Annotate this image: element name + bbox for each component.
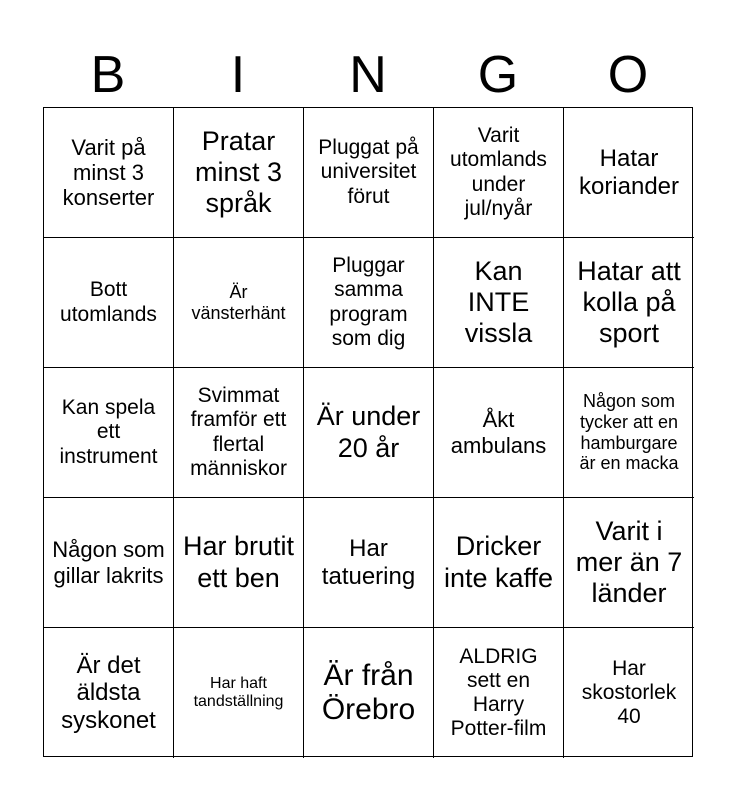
bingo-cell[interactable] <box>434 238 564 368</box>
bingo-cell[interactable] <box>304 238 434 368</box>
bingo-cell[interactable] <box>564 238 694 368</box>
bingo-cell[interactable] <box>44 628 174 758</box>
bingo-cell-text: Har haft tandställning <box>193 674 284 710</box>
header-letter-n: N <box>349 46 387 104</box>
bingo-cell-text: Bott utomlands <box>60 278 157 326</box>
bingo-cell-text: Har skostorlek 40 <box>581 656 677 729</box>
bingo-cell-text: Har tatuering <box>321 534 416 590</box>
bingo-cell[interactable] <box>434 368 564 498</box>
bingo-cell-text: Åkt ambulans <box>450 407 547 458</box>
bingo-cell[interactable] <box>564 498 694 628</box>
bingo-cell-text: Kan spela ett instrument <box>59 396 158 468</box>
bingo-board <box>43 107 693 757</box>
bingo-cell-text: Har brutit ett ben <box>182 531 295 593</box>
bingo-cell[interactable] <box>44 498 174 628</box>
bingo-cell-text: Pluggat på universitet förut <box>318 136 419 208</box>
bingo-cell-text: Dricker inte kaffe <box>443 531 554 593</box>
bingo-cell-text: Hatar koriander <box>578 144 680 200</box>
bingo-cell[interactable] <box>564 368 694 498</box>
bingo-cell[interactable] <box>174 238 304 368</box>
bingo-cell-text: ALDRIG sett en Harry Potter-film <box>450 644 547 741</box>
bingo-cell[interactable] <box>564 628 694 758</box>
bingo-cell[interactable] <box>44 108 174 238</box>
bingo-cell-text: Är vänsterhänt <box>191 281 286 323</box>
bingo-cell[interactable] <box>174 628 304 758</box>
bingo-cell[interactable] <box>174 368 304 498</box>
bingo-cell[interactable] <box>44 368 174 498</box>
bingo-cell-text: Hatar att kolla på sport <box>577 255 681 349</box>
bingo-cell-text: Pluggar samma program som dig <box>329 254 408 350</box>
bingo-cell[interactable] <box>304 628 434 758</box>
bingo-cell-text: Är det äldsta syskonet <box>61 651 156 734</box>
bingo-cell-text: Är under 20 år <box>316 401 421 463</box>
bingo-cell-text: Någon som gillar lakrits <box>52 537 165 588</box>
bingo-cell[interactable] <box>304 498 434 628</box>
bingo-cell-text: Varit i mer än 7 länder <box>575 515 683 609</box>
bingo-cell[interactable] <box>434 498 564 628</box>
bingo-cell-text: Någon som tycker att en hamburgare är en macka <box>579 391 679 474</box>
bingo-cell[interactable] <box>434 628 564 758</box>
bingo-cell[interactable] <box>174 108 304 238</box>
header-letter-o: O <box>607 46 649 104</box>
bingo-cell[interactable] <box>564 108 694 238</box>
bingo-header <box>43 42 693 108</box>
bingo-cell[interactable] <box>434 108 564 238</box>
bingo-cell[interactable] <box>304 108 434 238</box>
bingo-cell[interactable] <box>304 368 434 498</box>
bingo-cell-text: Svimmat framför ett flertal människor <box>190 384 287 480</box>
header-letter-b: B <box>90 46 126 104</box>
bingo-cell-text: Kan INTE vissla <box>464 255 533 349</box>
header-letter-g: G <box>477 46 519 104</box>
bingo-cell[interactable] <box>44 238 174 368</box>
bingo-cell-text: Är från Örebro <box>321 658 416 726</box>
header-letter-i: I <box>230 46 246 104</box>
bingo-cell-text: Pratar minst 3 språk <box>194 125 283 219</box>
bingo-cell-text: Varit på minst 3 konserter <box>62 134 155 211</box>
bingo-cell[interactable] <box>174 498 304 628</box>
bingo-cell-text: Varit utomlands under jul/nyår <box>450 124 547 220</box>
